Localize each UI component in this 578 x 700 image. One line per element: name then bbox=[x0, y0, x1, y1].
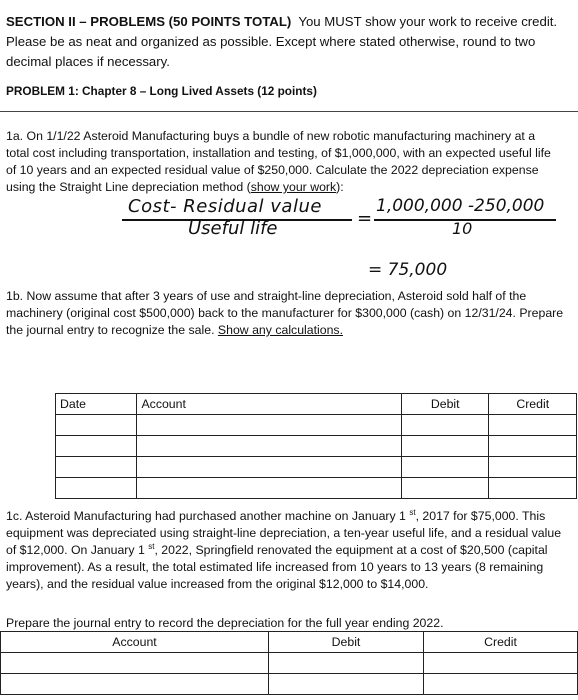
cell-date[interactable] bbox=[56, 457, 137, 478]
col-header-date: Date bbox=[56, 394, 137, 415]
cell-debit[interactable] bbox=[401, 436, 489, 457]
cell-credit[interactable] bbox=[424, 674, 578, 695]
show-calculations-text: Show any calculations. bbox=[217, 323, 343, 337]
table-row bbox=[56, 478, 577, 499]
col-header-account: Account bbox=[137, 394, 402, 415]
question-1a bbox=[6, 128, 578, 196]
col-header-debit: Debit bbox=[269, 632, 424, 653]
cell-debit[interactable] bbox=[401, 415, 489, 436]
col-header-account: Account bbox=[1, 632, 269, 653]
cell-account[interactable] bbox=[137, 478, 402, 499]
cell-credit[interactable] bbox=[424, 653, 578, 674]
cell-debit[interactable] bbox=[401, 457, 489, 478]
cell-credit[interactable] bbox=[489, 457, 577, 478]
table-row bbox=[56, 457, 577, 478]
table-row bbox=[1, 674, 578, 695]
journal-entry-table-1c bbox=[0, 631, 578, 695]
table-row bbox=[56, 415, 577, 436]
cell-debit[interactable] bbox=[401, 478, 489, 499]
cell-debit[interactable] bbox=[269, 674, 424, 695]
cell-account[interactable] bbox=[1, 674, 269, 695]
handwritten-denominator: Useful life bbox=[188, 218, 278, 239]
q1a-line1: 1a. On 1/1/22 Asteroid Manufacturing buys a bundle of new robotic manufacturing machinery at a bbox=[6, 129, 536, 143]
section-instructions: You MUST show your work to receive credit. Please be as neat and organized as possible. Except where stated otherwise, round to two decimal places if necessary. bbox=[6, 14, 558, 69]
table-row bbox=[1, 653, 578, 674]
cell-account[interactable] bbox=[137, 415, 402, 436]
cell-date[interactable] bbox=[56, 415, 137, 436]
table-row bbox=[56, 436, 577, 457]
journal-entry-table-1b bbox=[55, 393, 577, 499]
col-header-debit: Debit bbox=[401, 394, 489, 415]
handwritten-equals: = bbox=[357, 208, 373, 229]
cell-date[interactable] bbox=[56, 436, 137, 457]
cell-account[interactable] bbox=[137, 457, 402, 478]
cell-date[interactable] bbox=[56, 478, 137, 499]
cell-account[interactable] bbox=[137, 436, 402, 457]
question-1c: 1c. Asteroid Manufacturing had purchased another machine on January 1 $^{st}$, 2017 for $75,000. This equipment was depreciated using straight-line depreciation, a ten-year useful life, and a residual value of $12,000. On January 1 $^{st}$, 2022, Springfield renovated the equipment at a cost of $20,500 (capital improvement). As a result, the total estimated life increased from 10 years to 13 years (8 remaining years), and the residual value increased from the original $12,000 to $14,000. bbox=[6, 507, 562, 591]
handwritten-numerator-value: 1,000,000 -250,000 bbox=[376, 196, 545, 216]
show-work-text: show your work bbox=[250, 180, 337, 194]
table-header-row bbox=[56, 394, 577, 415]
problem1-title: PROBLEM 1: Chapter 8 – Long Lived Assets (12 points) bbox=[6, 84, 317, 98]
table-header-row bbox=[1, 632, 578, 653]
handwritten-denominator-value: 10 bbox=[452, 219, 473, 238]
q1a-line2: total cost including transportation, installation and testing, of $1,000,000, with an expected useful life bbox=[6, 146, 551, 160]
cell-account[interactable] bbox=[1, 653, 269, 674]
section-header bbox=[6, 12, 572, 72]
cell-debit[interactable] bbox=[269, 653, 424, 674]
col-header-credit: Credit bbox=[424, 632, 578, 653]
section-divider bbox=[0, 111, 578, 112]
q1a-line3: of 10 years and an expected residual value of $250,000. Calculate the 2022 depreciation expense bbox=[6, 163, 539, 177]
handwritten-result: = 75,000 bbox=[368, 260, 448, 280]
question-1b: 1b. Now assume that after 3 years of use and straight-line depreciation, Asteroid sold half of the machinery (original cost $500,000) back to the manufacturer for $300,000 (cash) on 12/31/24. Prepare the journal entry to recognize the sale. Show any calculations. bbox=[6, 289, 564, 337]
q1a-line4: using the Straight Line depreciation method (show your work): bbox=[6, 180, 344, 194]
cell-credit[interactable] bbox=[489, 415, 577, 436]
cell-credit[interactable] bbox=[489, 478, 577, 499]
prepare-instruction: Prepare the journal entry to record the depreciation for the full year ending 2022. bbox=[6, 616, 444, 630]
cell-credit[interactable] bbox=[489, 436, 577, 457]
col-header-credit: Credit bbox=[489, 394, 577, 415]
handwritten-numerator: Cost- Residual value bbox=[128, 196, 322, 217]
section-title: SECTION II – PROBLEMS (50 POINTS TOTAL) bbox=[6, 14, 292, 29]
